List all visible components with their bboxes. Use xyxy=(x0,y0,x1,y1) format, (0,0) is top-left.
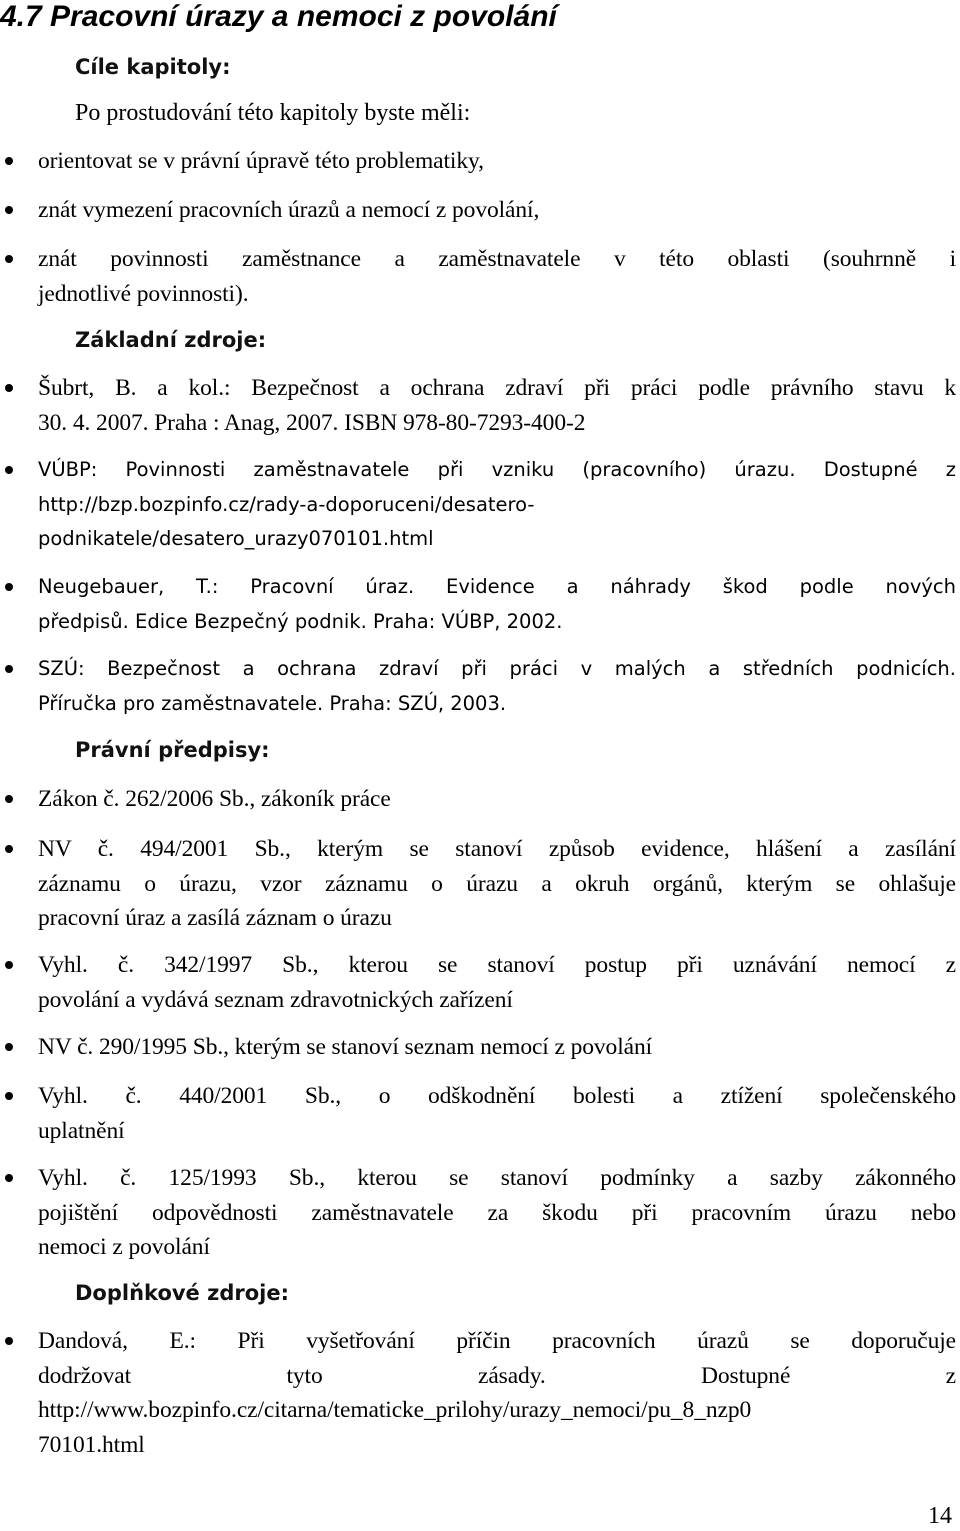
item-line: předpisů. Edice Bezpečný podnik. Praha: VÚBP, 2002. xyxy=(38,609,563,633)
objectives-title: Cíle kapitoly: xyxy=(75,55,231,79)
item-line: znát vymezení pracovních úrazů a nemocí z povolání, xyxy=(38,197,540,223)
item-line: Vyhl. č. 440/2001 Sb., o odškodnění bolesti a ztížení společenského xyxy=(38,1083,956,1109)
bullet-icon xyxy=(5,961,13,969)
section-heading: 4.7 Pracovní úrazy a nemoci z povolání xyxy=(0,0,557,33)
item-line: záznamu o úrazu, vzor záznamu o úrazu a okruh orgánů, kterým se ohlašuje xyxy=(38,870,956,897)
bullet-icon xyxy=(5,206,13,214)
item-line: jednotlivé povinnosti). xyxy=(38,280,249,307)
item-line: pojištění odpovědnosti zaměstnavatele za škodu při pracovním úrazu nebo xyxy=(38,1199,956,1226)
bullet-icon xyxy=(5,384,13,392)
item-line: NV č. 494/2001 Sb., kterým se stanoví způsob evidence, hlášení a zasílání xyxy=(38,836,956,862)
item-line: NV č. 290/1995 Sb., kterým se stanoví seznam nemocí z povolání xyxy=(38,1034,653,1060)
bullet-icon xyxy=(5,1174,13,1182)
item-line: VÚBP: Povinnosti zaměstnavatele při vzniku (pracovního) úrazu. Dostupné z xyxy=(38,458,956,481)
item-line: http://bzp.bozpinfo.cz/rady-a-doporuceni/desatero- xyxy=(38,492,535,516)
bullet-icon xyxy=(5,795,13,803)
item-line: povolání a vydává seznam zdravotnických zařízení xyxy=(38,986,513,1013)
item-line: Vyhl. č. 342/1997 Sb., kterou se stanoví postup při uznávání nemocí z xyxy=(38,952,956,978)
bullet-icon xyxy=(5,1337,13,1345)
item-line: znát povinnosti zaměstnance a zaměstnavatele v této oblasti (souhrnně i xyxy=(38,246,956,272)
item-line: nemoci z povolání xyxy=(38,1234,210,1260)
item-line: Vyhl. č. 125/1993 Sb., kterou se stanoví podmínky a sazby zákonného xyxy=(38,1165,956,1191)
bullet-icon xyxy=(5,1043,13,1051)
bullet-icon xyxy=(5,157,13,165)
bullet-icon xyxy=(5,845,13,853)
page-number: 14 xyxy=(928,1503,952,1529)
item-line: pracovní úraz a zasílá záznam o úrazu xyxy=(38,905,392,931)
item-line: Dandová, E.: Při vyšetřování příčin pracovních úrazů se doporučuje xyxy=(38,1328,956,1354)
objectives-intro: Po prostudování této kapitoly byste měli: xyxy=(75,100,471,126)
item-line: SZÚ: Bezpečnost a ochrana zdraví při práci v malých a středních podnicích. xyxy=(38,657,956,680)
item-line: orientovat se v právní úpravě této problematiky, xyxy=(38,148,484,174)
item-line: uplatnění xyxy=(38,1117,125,1144)
basic-sources-title: Základní zdroje: xyxy=(75,328,267,352)
item-line: Příručka pro zaměstnavatele. Praha: SZÚ, 2003. xyxy=(38,691,507,715)
bullet-icon xyxy=(5,255,13,263)
item-line: Šubrt, B. a kol.: Bezpečnost a ochrana zdraví při práci podle právního stavu k xyxy=(38,375,956,401)
bullet-icon xyxy=(5,466,13,474)
item-line: http://www.bozpinfo.cz/citarna/tematicke_prilohy/urazy_nemoci/pu_8_nzp0 xyxy=(38,1397,752,1423)
supplementary-sources-title: Doplňkové zdroje: xyxy=(75,1281,289,1305)
bullet-icon xyxy=(5,665,13,673)
item-line: dodržovat tyto zásady. Dostupné z xyxy=(38,1362,956,1389)
item-line: podnikatele/desatero_urazy070101.html xyxy=(38,527,434,550)
item-line: Neugebauer, T.: Pracovní úraz. Evidence a náhrady škod podle nových xyxy=(38,575,956,598)
regulations-title: Právní předpisy: xyxy=(75,738,270,762)
bullet-icon xyxy=(5,1092,13,1100)
bullet-icon xyxy=(5,583,13,591)
item-line: 70101.html xyxy=(38,1431,145,1458)
item-line: Zákon č. 262/2006 Sb., zákoník práce xyxy=(38,786,391,812)
item-line: 30. 4. 2007. Praha : Anag, 2007. ISBN 978-80-7293-400-2 xyxy=(38,409,586,436)
